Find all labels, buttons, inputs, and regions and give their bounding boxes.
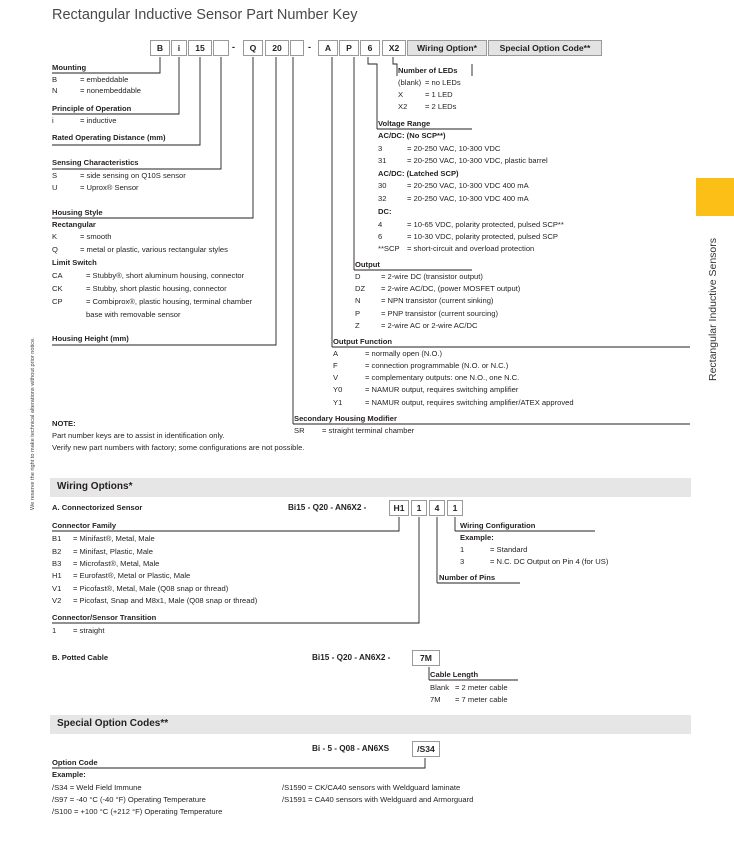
output-code: N <box>355 296 361 305</box>
voltage-code: 30 <box>378 181 387 190</box>
transition-code: 1 <box>52 626 57 635</box>
output-code: P <box>355 309 361 318</box>
housing-label: Housing Style <box>52 208 103 217</box>
family-code: B2 <box>52 547 62 556</box>
option-item: /S1590 = CK/CA40 sensors with Weldguard laminate <box>282 783 461 792</box>
voltage-desc: = 20-250 VAC, 10-300 VDC, plastic barrel <box>407 156 548 165</box>
key-box-housing: Q <box>243 40 263 56</box>
mounting-code: N <box>52 86 58 95</box>
limit-code: CA <box>52 271 63 280</box>
mounting-desc: = nonembeddable <box>80 86 142 95</box>
note-line-1: Part number keys are to assist in identification only. <box>52 431 225 440</box>
special-part-number: Bi - 5 - Q08 - AN6XS <box>312 744 390 753</box>
secondary-label: Secondary Housing Modifier <box>294 414 397 423</box>
output-desc: = 2-wire AC or 2-wire AC/DC <box>381 321 478 330</box>
output-code: Z <box>355 321 360 330</box>
option-item: /S1591 = CA40 sensors with Weldguard and Armorguard <box>282 795 474 804</box>
side-tab-label: Rectangular Inductive Sensors <box>707 238 719 381</box>
family-code: V1 <box>52 584 62 593</box>
potted-cable-label: B. Potted Cable <box>52 653 109 662</box>
leds-label: Number of LEDs <box>398 66 458 75</box>
key-box-function: A <box>318 40 338 56</box>
housing-desc: = metal or plastic, various rectangular styles <box>80 245 228 254</box>
voltage-acdc-latched: AC/DC: (Latched SCP) <box>378 169 459 178</box>
key-box-wiring-option: Wiring Option* <box>407 40 487 56</box>
limit-code: CP <box>52 297 63 306</box>
wiring-box-family: H1 <box>389 500 409 516</box>
config-example: Example: <box>460 533 494 542</box>
voltage-label: Voltage Range <box>378 119 431 128</box>
note-line-2: Verify new part numbers with factory; some configurations are not possible. <box>52 443 305 452</box>
option-item: /S97 = -40 °C (-40 °F) Operating Temperature <box>52 795 206 804</box>
config-code: 1 <box>460 545 465 554</box>
cable-desc: = 2 meter cable <box>455 683 508 692</box>
principle-desc: = inductive <box>80 116 117 125</box>
family-code: B1 <box>52 534 62 543</box>
leds-desc: = 2 LEDs <box>425 102 457 111</box>
key-box-mounting: B <box>150 40 170 56</box>
function-desc: = complementary outputs: one N.O., one N.C. <box>365 373 520 382</box>
key-box-height: 20 <box>265 40 289 56</box>
voltage-desc: = 10-30 VDC, polarity protected, pulsed SCP <box>407 232 558 241</box>
family-desc: = Minifast, Plastic, Male <box>73 547 153 556</box>
distance-label: Rated Operating Distance (mm) <box>52 133 166 142</box>
wiring-box-pins: 4 <box>429 500 445 516</box>
cable-desc: = 7 meter cable <box>455 695 508 704</box>
output-desc: = 2-wire AC/DC, (power MOSFET output) <box>381 284 521 293</box>
family-desc: = Picofast, Snap and M8x1, Male (Q08 snap or thread) <box>73 596 258 605</box>
cable-code: Blank <box>430 683 449 692</box>
output-desc: = NPN transistor (current sinking) <box>381 296 494 305</box>
wiring-box-transition: 1 <box>411 500 427 516</box>
config-desc: = Standard <box>490 545 528 554</box>
housing-code: Q <box>52 245 58 254</box>
function-desc: = NAMUR output, requires switching amplifier/ATEX approved <box>365 398 574 407</box>
voltage-acdc-noscp: AC/DC: (No SCP**) <box>378 131 446 140</box>
function-code: A <box>333 349 339 358</box>
family-code: H1 <box>52 571 62 580</box>
wiring-options-title: Wiring Options* <box>57 481 133 492</box>
page-title: Rectangular Inductive Sensor Part Number Key <box>52 7 358 23</box>
cable-code: 7M <box>430 695 441 704</box>
secondary-desc: = straight terminal chamber <box>322 426 415 435</box>
housing-code: K <box>52 232 58 241</box>
key-box-special-option: Special Option Code** <box>488 40 602 56</box>
side-disclaimer: We reserve the right to make technical alterations without prior notice. <box>30 337 36 510</box>
function-desc: = NAMUR output, requires switching amplifier <box>365 385 519 394</box>
family-desc: = Eurofast®, Metal or Plastic, Male <box>73 571 191 580</box>
cable-box: 7M <box>412 650 440 666</box>
option-code-label: Option Code <box>52 758 98 767</box>
key-box-output: P <box>339 40 359 56</box>
key-dash-2: - <box>308 42 311 52</box>
limit-desc: = Combiprox®, plastic housing, terminal chamber <box>86 297 253 306</box>
config-code: 3 <box>460 557 465 566</box>
leds-desc: = no LEDs <box>425 78 461 87</box>
voltage-desc: = 10-65 VDC, polarity protected, pulsed SCP** <box>407 220 564 229</box>
limit-desc: = Stubby®, short aluminum housing, connector <box>86 271 245 280</box>
housing-desc: = smooth <box>80 232 112 241</box>
principle-code: i <box>52 116 54 125</box>
sensing-desc: = side sensing on Q10S sensor <box>80 171 186 180</box>
voltage-code: 6 <box>378 232 383 241</box>
function-code: V <box>333 373 339 382</box>
voltage-code: 31 <box>378 156 387 165</box>
leds-desc: = 1 LED <box>425 90 453 99</box>
note-label: NOTE: <box>52 419 76 428</box>
voltage-desc: = 20-250 VAC, 10-300 VDC 400 mA <box>407 194 529 203</box>
output-desc: = PNP transistor (current sourcing) <box>381 309 498 318</box>
sensing-code: U <box>52 183 58 192</box>
secondary-code: SR <box>294 426 305 435</box>
mounting-desc: = embeddable <box>80 75 129 84</box>
wiring-box-config: 1 <box>447 500 463 516</box>
family-desc: = Picofast®, Metal, Male (Q08 snap or thread) <box>73 584 229 593</box>
special-box: /S34 <box>412 741 440 757</box>
connectorized-label: A. Connectorized Sensor <box>52 503 143 512</box>
output-label: Output <box>355 260 380 269</box>
key-box-voltage: 6 <box>360 40 380 56</box>
leds-code: X <box>398 90 404 99</box>
principle-label: Principle of Operation <box>52 104 132 113</box>
output-code: DZ <box>355 284 366 293</box>
family-code: B3 <box>52 559 62 568</box>
family-code: V2 <box>52 596 62 605</box>
function-label: Output Function <box>333 337 393 346</box>
voltage-code: 4 <box>378 220 383 229</box>
option-item: /S100 = +100 °C (+212 °F) Operating Temperature <box>52 807 223 816</box>
config-label: Wiring Configuration <box>460 521 536 530</box>
config-desc: = N.C. DC Output on Pin 4 (for US) <box>490 557 609 566</box>
sensing-code: S <box>52 171 58 180</box>
voltage-code: **SCP <box>378 244 400 253</box>
function-desc: = connection programmable (N.O. or N.C.) <box>365 361 509 370</box>
mounting-code: B <box>52 75 58 84</box>
mounting-label: Mounting <box>52 63 87 72</box>
voltage-code: 32 <box>378 194 387 203</box>
height-label: Housing Height (mm) <box>52 334 129 343</box>
limit-code: CK <box>52 284 63 293</box>
transition-desc: = straight <box>73 626 105 635</box>
leds-code: X2 <box>398 102 408 111</box>
output-code: D <box>355 272 361 281</box>
option-item: /S34 = Weld Field Immune <box>52 783 142 792</box>
family-desc: = Microfast®, Metal, Male <box>73 559 160 568</box>
connectorized-part-number: Bi15 - Q20 - AN6X2 - <box>288 503 367 512</box>
voltage-desc: = 20-250 VAC, 10-300 VDC <box>407 144 501 153</box>
key-dash-1: - <box>232 42 235 52</box>
limit-label: Limit Switch <box>52 258 97 267</box>
voltage-code: 3 <box>378 144 383 153</box>
sensing-label: Sensing Characteristics <box>52 158 139 167</box>
voltage-dc: DC: <box>378 207 392 216</box>
sensing-desc: = Uprox® Sensor <box>80 183 139 192</box>
potted-cable-part-number: Bi15 - Q20 - AN6X2 - <box>312 653 391 662</box>
voltage-desc: = 20-250 VAC, 10-300 VDC 400 mA <box>407 181 529 190</box>
output-desc: = 2-wire DC (transistor output) <box>381 272 483 281</box>
key-box-leds: X2 <box>382 40 406 56</box>
special-options-title: Special Option Codes** <box>57 718 169 729</box>
function-desc: = normally open (N.O.) <box>365 349 443 358</box>
leds-code: (blank) <box>398 78 422 87</box>
limit-desc: base with removable sensor <box>86 310 181 319</box>
key-box-distance: 15 <box>188 40 212 56</box>
family-label: Connector Family <box>52 521 117 530</box>
housing-sub: Rectangular <box>52 220 96 229</box>
option-example: Example: <box>52 770 86 779</box>
function-code: F <box>333 361 338 370</box>
pins-label: Number of Pins <box>439 573 496 582</box>
family-desc: = Minifast®, Metal, Male <box>73 534 155 543</box>
function-code: Y0 <box>333 385 343 394</box>
cable-length-label: Cable Length <box>430 670 479 679</box>
function-code: Y1 <box>333 398 343 407</box>
transition-label: Connector/Sensor Transition <box>52 613 157 622</box>
limit-desc: = Stubby, short plastic housing, connector <box>86 284 227 293</box>
voltage-desc: = short-circuit and overload protection <box>407 244 535 253</box>
key-box-principle: i <box>171 40 187 56</box>
